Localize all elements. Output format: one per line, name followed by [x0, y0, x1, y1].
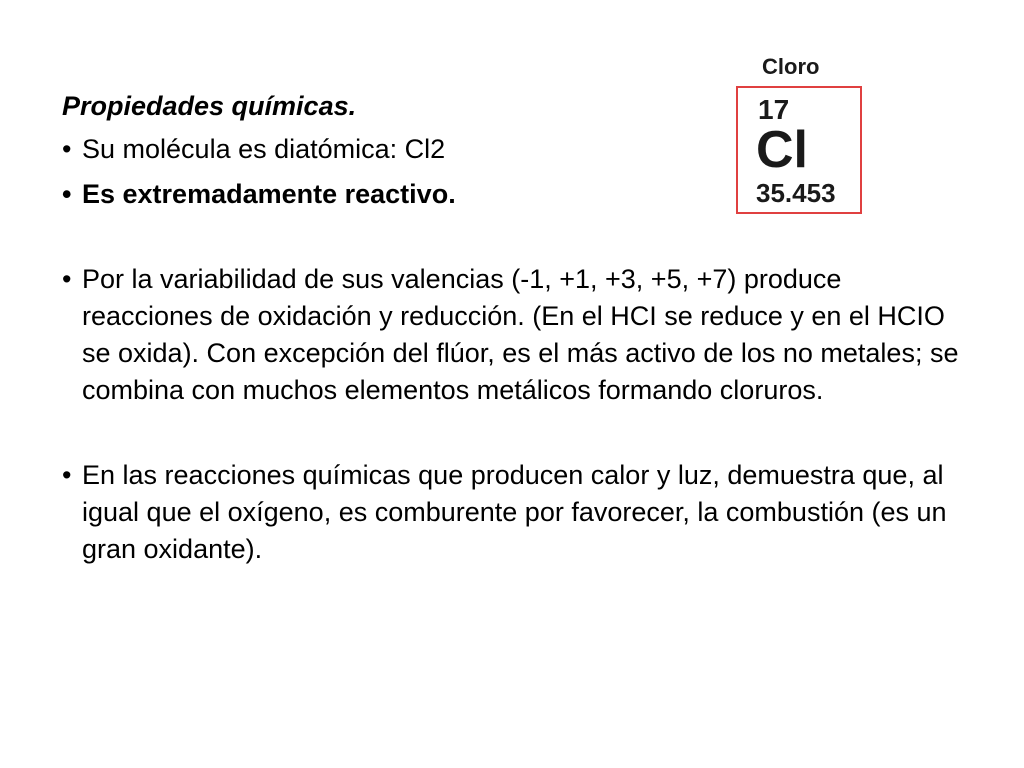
bullet-text: En las reacciones químicas que producen calor y luz, demuestra que, al igual que el oxígeno, es comburente por favorecer, la combustión (es un gran oxidante).: [82, 460, 947, 564]
bullet-icon: •: [62, 460, 72, 490]
atomic-number: 17: [758, 94, 790, 125]
bullet-item: [62, 261, 972, 409]
bullet-item: [62, 457, 972, 568]
element-symbol: Cl: [756, 121, 808, 179]
element-name: Cloro: [762, 54, 820, 79]
bullet-icon: •: [62, 179, 72, 209]
bullet-text: Es extremadamente reactivo.: [82, 179, 456, 209]
bullet-text: Su molécula es diatómica: Cl2: [82, 134, 446, 164]
bullet-icon: •: [62, 264, 72, 294]
slide-heading: Propiedades químicas.: [62, 91, 357, 121]
bullet-icon: •: [62, 134, 72, 164]
periodic-element-tile: [736, 86, 862, 214]
bullet-text: Por la variabilidad de sus valencias (-1, +1, +3, +5, +7) produce reacciones de oxidación y reducción. (En el HCI se reduce y en el HCIO se oxida). Con excepción del flúor, es el más activo de los no metales; se combina con muchos elementos metálicos formando cloruros.: [82, 264, 959, 405]
atomic-mass: 35.453: [756, 178, 836, 208]
